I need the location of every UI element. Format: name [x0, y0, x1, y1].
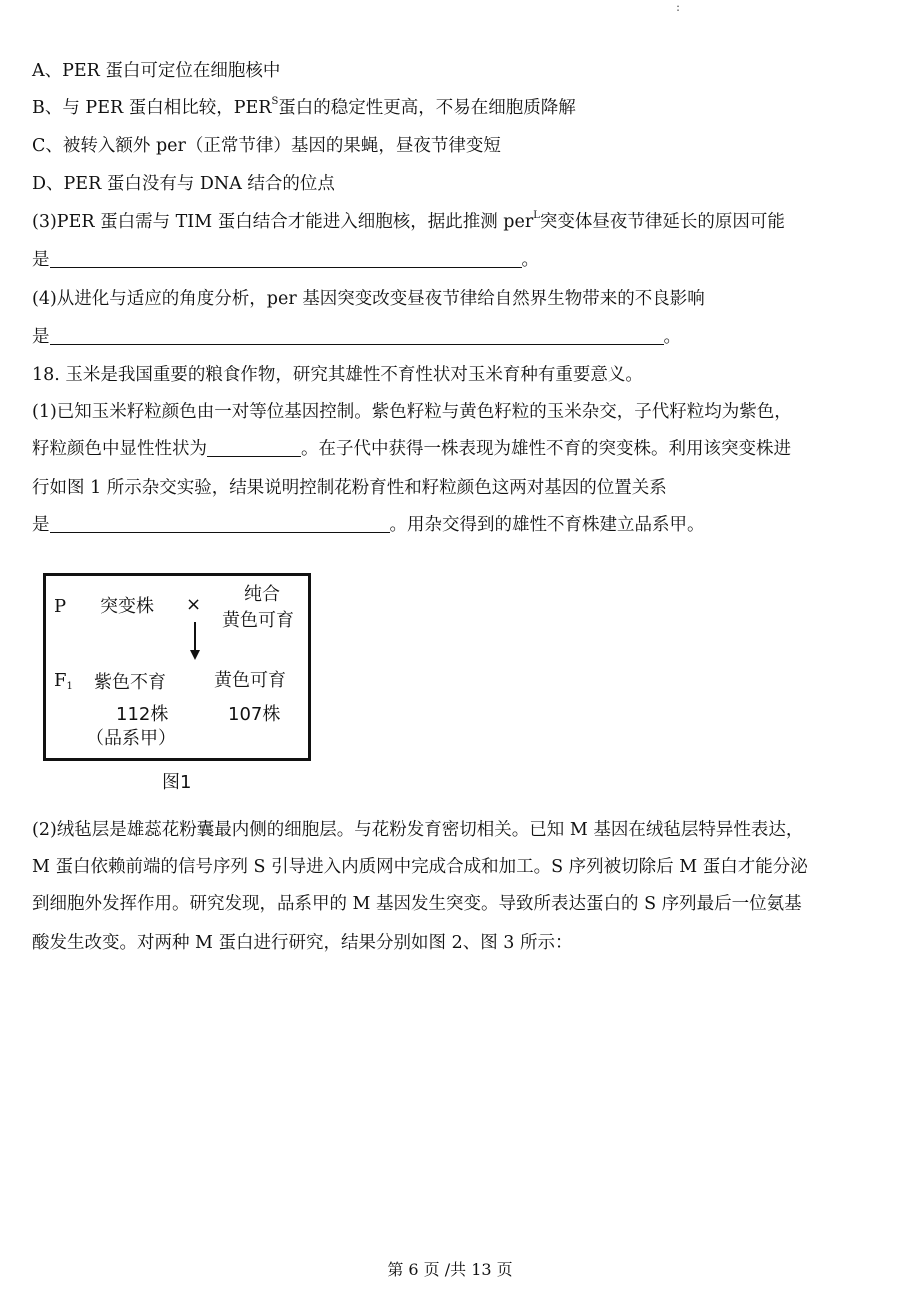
question-4-answer-line: [32, 325, 681, 349]
option-a: A、PER 蛋白可定位在细胞核中: [32, 61, 281, 81]
question-18-part1-line3: 行如图 1 所示杂交实验，结果说明控制花粉育性和籽粒颜色这两对基因的位置关系: [32, 478, 667, 498]
question-3: [32, 210, 785, 234]
option-b-text: B、与 PER 蛋白相比较，PER: [32, 98, 272, 118]
question-3-answer-line: [32, 248, 539, 272]
question-18-part2-line3: 到细胞外发挥作用。研究发现，品系甲的 M 基因发生突变。导致所表达蛋白的 S 序列最后一位氨基: [32, 894, 802, 914]
question-3-superscript: L: [533, 210, 540, 221]
option-b-text-rest: 蛋白的稳定性更高，不易在细胞质降解: [278, 98, 576, 118]
f1-label: F: [54, 670, 67, 691]
question-4: (4)从进化与适应的角度分析，per 基因突变改变昼夜节律给自然界生物带来的不良影响: [32, 289, 705, 309]
answer-prefix: 是: [32, 327, 50, 347]
parent2-line1: 纯合: [244, 584, 280, 605]
q18-text: 籽粒颜色中显性性状为: [32, 439, 207, 459]
question-18-part1-line1: (1)已知玉米籽粒颜色由一对等位基因控制。紫色籽粒与黄色籽粒的玉米杂交，子代籽粒均为紫色，: [32, 402, 792, 422]
answer-blank[interactable]: [50, 326, 664, 345]
question-18-part1-line4: [32, 513, 705, 537]
answer-blank[interactable]: [207, 438, 301, 457]
answer-prefix: 是: [32, 250, 50, 270]
question-18-intro: 18. 玉米是我国重要的粮食作物，研究其雄性不育性状对玉米育种有重要意义。: [32, 365, 643, 385]
offspring-purple-sterile: 紫色不育: [94, 672, 166, 693]
question-3-text-rest: 突变体昼夜节律延长的原因可能: [539, 212, 785, 232]
f1-generation-label: [54, 670, 73, 692]
figure-1-cross-diagram: [43, 573, 311, 761]
page-footer: 第 6 页 /共 13 页: [387, 1260, 513, 1279]
f1-subscript: 1: [66, 681, 73, 692]
question-18-part1-line2: [32, 437, 791, 461]
offspring1-count: 112株: [116, 704, 169, 725]
option-b: [32, 96, 576, 120]
option-d: D、PER 蛋白没有与 DNA 结合的位点: [32, 174, 335, 194]
offspring-yellow-fertile: 黄色可育: [214, 670, 286, 691]
parent2-line2: 黄色可育: [222, 610, 294, 631]
answer-blank[interactable]: [50, 514, 390, 533]
answer-suffix: 。: [663, 327, 681, 347]
option-b-superscript: S: [271, 96, 279, 107]
cross-symbol: ×: [186, 594, 202, 615]
p-generation-label: P: [54, 596, 67, 617]
cross-arrow: [188, 622, 202, 662]
answer-blank[interactable]: [50, 249, 522, 268]
question-18-part2-line4: 酸发生改变。对两种 M 蛋白进行研究，结果分别如图 2、图 3 所示：: [32, 933, 573, 953]
question-18-part2-line2: M 蛋白依赖前端的信号序列 S 引导进入内质网中完成合成和加工。S 序列被切除后 M 蛋白才能分泌: [32, 857, 808, 877]
answer-prefix: 是: [32, 515, 50, 535]
q18-text-rest: 。在子代中获得一株表现为雄性不育的突变株。利用该突变株进: [301, 439, 791, 459]
parent-mutant: 突变株: [100, 596, 154, 617]
figure-1-caption: 图1: [162, 772, 192, 793]
option-c: C、被转入额外 per（正常节律）基因的果蝇，昼夜节律变短: [32, 136, 501, 156]
offspring1-note: （品系甲）: [86, 728, 176, 749]
offspring2-count: 107株: [228, 704, 281, 725]
answer-suffix: 。用杂交得到的雄性不育株建立品系甲。: [389, 515, 705, 535]
header-mark: :: [676, 0, 681, 14]
answer-suffix: 。: [521, 250, 539, 270]
question-3-text: (3)PER 蛋白需与 TIM 蛋白结合才能进入细胞核，据此推测 per: [32, 212, 534, 232]
question-18-part2-line1: (2)绒毡层是雄蕊花粉囊最内侧的细胞层。与花粉发育密切相关。已知 M 基因在绒毡层特异性表达，: [32, 820, 804, 840]
